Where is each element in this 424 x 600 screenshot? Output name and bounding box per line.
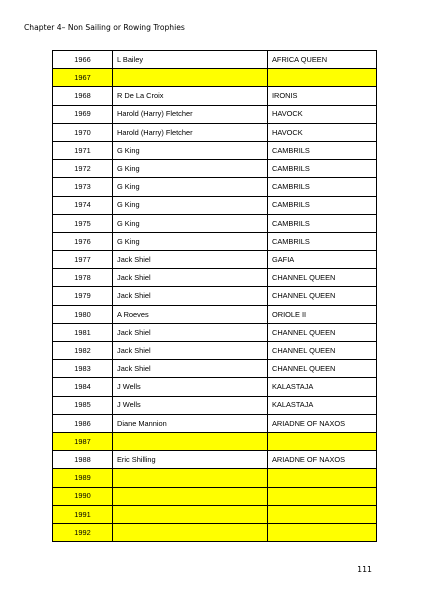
year-cell: 1972 (53, 160, 113, 178)
table-row (53, 251, 377, 269)
name-cell: J Wells (113, 396, 268, 414)
table-row (53, 123, 377, 141)
table-row (53, 342, 377, 360)
table-row (53, 105, 377, 123)
trophy-table (52, 50, 377, 542)
table-row (53, 487, 377, 505)
year-cell: 1985 (53, 396, 113, 414)
boat-cell: HAVOCK (268, 123, 377, 141)
name-cell: Diane Mannion (113, 414, 268, 432)
name-cell (113, 69, 268, 87)
table-row (53, 432, 377, 450)
table-row (53, 469, 377, 487)
table-row (53, 87, 377, 105)
name-cell: Harold (Harry) Fletcher (113, 123, 268, 141)
boat-cell: CAMBRILS (268, 141, 377, 159)
name-cell: L Bailey (113, 51, 268, 69)
table-row (53, 396, 377, 414)
table-row (53, 287, 377, 305)
year-cell: 1971 (53, 141, 113, 159)
boat-cell: KALASTAJA (268, 396, 377, 414)
boat-cell: CAMBRILS (268, 196, 377, 214)
table-row (53, 269, 377, 287)
table-row (53, 378, 377, 396)
year-cell: 1988 (53, 451, 113, 469)
name-cell: Jack Shiel (113, 323, 268, 341)
year-cell: 1966 (53, 51, 113, 69)
name-cell: A Roeves (113, 305, 268, 323)
boat-cell: AFRICA QUEEN (268, 51, 377, 69)
year-cell: 1976 (53, 232, 113, 250)
table-row (53, 232, 377, 250)
name-cell: J Wells (113, 378, 268, 396)
boat-cell (268, 523, 377, 541)
name-cell: Harold (Harry) Fletcher (113, 105, 268, 123)
year-cell: 1990 (53, 487, 113, 505)
name-cell: Jack Shiel (113, 342, 268, 360)
boat-cell (268, 505, 377, 523)
year-cell: 1992 (53, 523, 113, 541)
boat-cell: CAMBRILS (268, 232, 377, 250)
name-cell: Jack Shiel (113, 251, 268, 269)
trophy-rows (53, 51, 377, 542)
year-cell: 1979 (53, 287, 113, 305)
year-cell: 1989 (53, 469, 113, 487)
boat-cell (268, 69, 377, 87)
table-row (53, 323, 377, 341)
name-cell: G King (113, 196, 268, 214)
boat-cell: CHANNEL QUEEN (268, 269, 377, 287)
name-cell: Jack Shiel (113, 287, 268, 305)
name-cell: Jack Shiel (113, 269, 268, 287)
year-cell: 1967 (53, 69, 113, 87)
table-row (53, 141, 377, 159)
name-cell: R De La Croix (113, 87, 268, 105)
year-cell: 1981 (53, 323, 113, 341)
year-cell: 1978 (53, 269, 113, 287)
name-cell (113, 505, 268, 523)
table-row (53, 69, 377, 87)
boat-cell: IRONIS (268, 87, 377, 105)
year-cell: 1987 (53, 432, 113, 450)
boat-cell (268, 487, 377, 505)
boat-cell: KALASTAJA (268, 378, 377, 396)
year-cell: 1984 (53, 378, 113, 396)
name-cell (113, 523, 268, 541)
year-cell: 1973 (53, 178, 113, 196)
year-cell: 1977 (53, 251, 113, 269)
table-row (53, 178, 377, 196)
boat-cell: CHANNEL QUEEN (268, 360, 377, 378)
boat-cell: ARIADNE OF NAXOS (268, 414, 377, 432)
boat-cell: CHANNEL QUEEN (268, 323, 377, 341)
table-row (53, 523, 377, 541)
name-cell: Eric Shilling (113, 451, 268, 469)
table-row (53, 360, 377, 378)
year-cell: 1986 (53, 414, 113, 432)
name-cell: G King (113, 214, 268, 232)
year-cell: 1983 (53, 360, 113, 378)
year-cell: 1991 (53, 505, 113, 523)
name-cell: Jack Shiel (113, 360, 268, 378)
table-row (53, 196, 377, 214)
table-row (53, 214, 377, 232)
boat-cell: CAMBRILS (268, 214, 377, 232)
name-cell: G King (113, 141, 268, 159)
year-cell: 1980 (53, 305, 113, 323)
year-cell: 1969 (53, 105, 113, 123)
table-row (53, 505, 377, 523)
name-cell: G King (113, 232, 268, 250)
name-cell (113, 469, 268, 487)
table-row (53, 414, 377, 432)
year-cell: 1968 (53, 87, 113, 105)
name-cell (113, 487, 268, 505)
boat-cell (268, 432, 377, 450)
table-row (53, 160, 377, 178)
boat-cell: CHANNEL QUEEN (268, 287, 377, 305)
boat-cell: CAMBRILS (268, 160, 377, 178)
boat-cell: ARIADNE OF NAXOS (268, 451, 377, 469)
boat-cell: ORIOLE II (268, 305, 377, 323)
boat-cell: HAVOCK (268, 105, 377, 123)
name-cell: G King (113, 178, 268, 196)
boat-cell: GAFIA (268, 251, 377, 269)
table-row (53, 51, 377, 69)
year-cell: 1970 (53, 123, 113, 141)
table-row (53, 451, 377, 469)
table-row (53, 305, 377, 323)
year-cell: 1974 (53, 196, 113, 214)
year-cell: 1982 (53, 342, 113, 360)
name-cell (113, 432, 268, 450)
year-cell: 1975 (53, 214, 113, 232)
name-cell: G King (113, 160, 268, 178)
boat-cell (268, 469, 377, 487)
boat-cell: CAMBRILS (268, 178, 377, 196)
page-header: Chapter 4– Non Sailing or Rowing Trophies (24, 23, 185, 32)
page-number: 111 (357, 565, 372, 574)
boat-cell: CHANNEL QUEEN (268, 342, 377, 360)
